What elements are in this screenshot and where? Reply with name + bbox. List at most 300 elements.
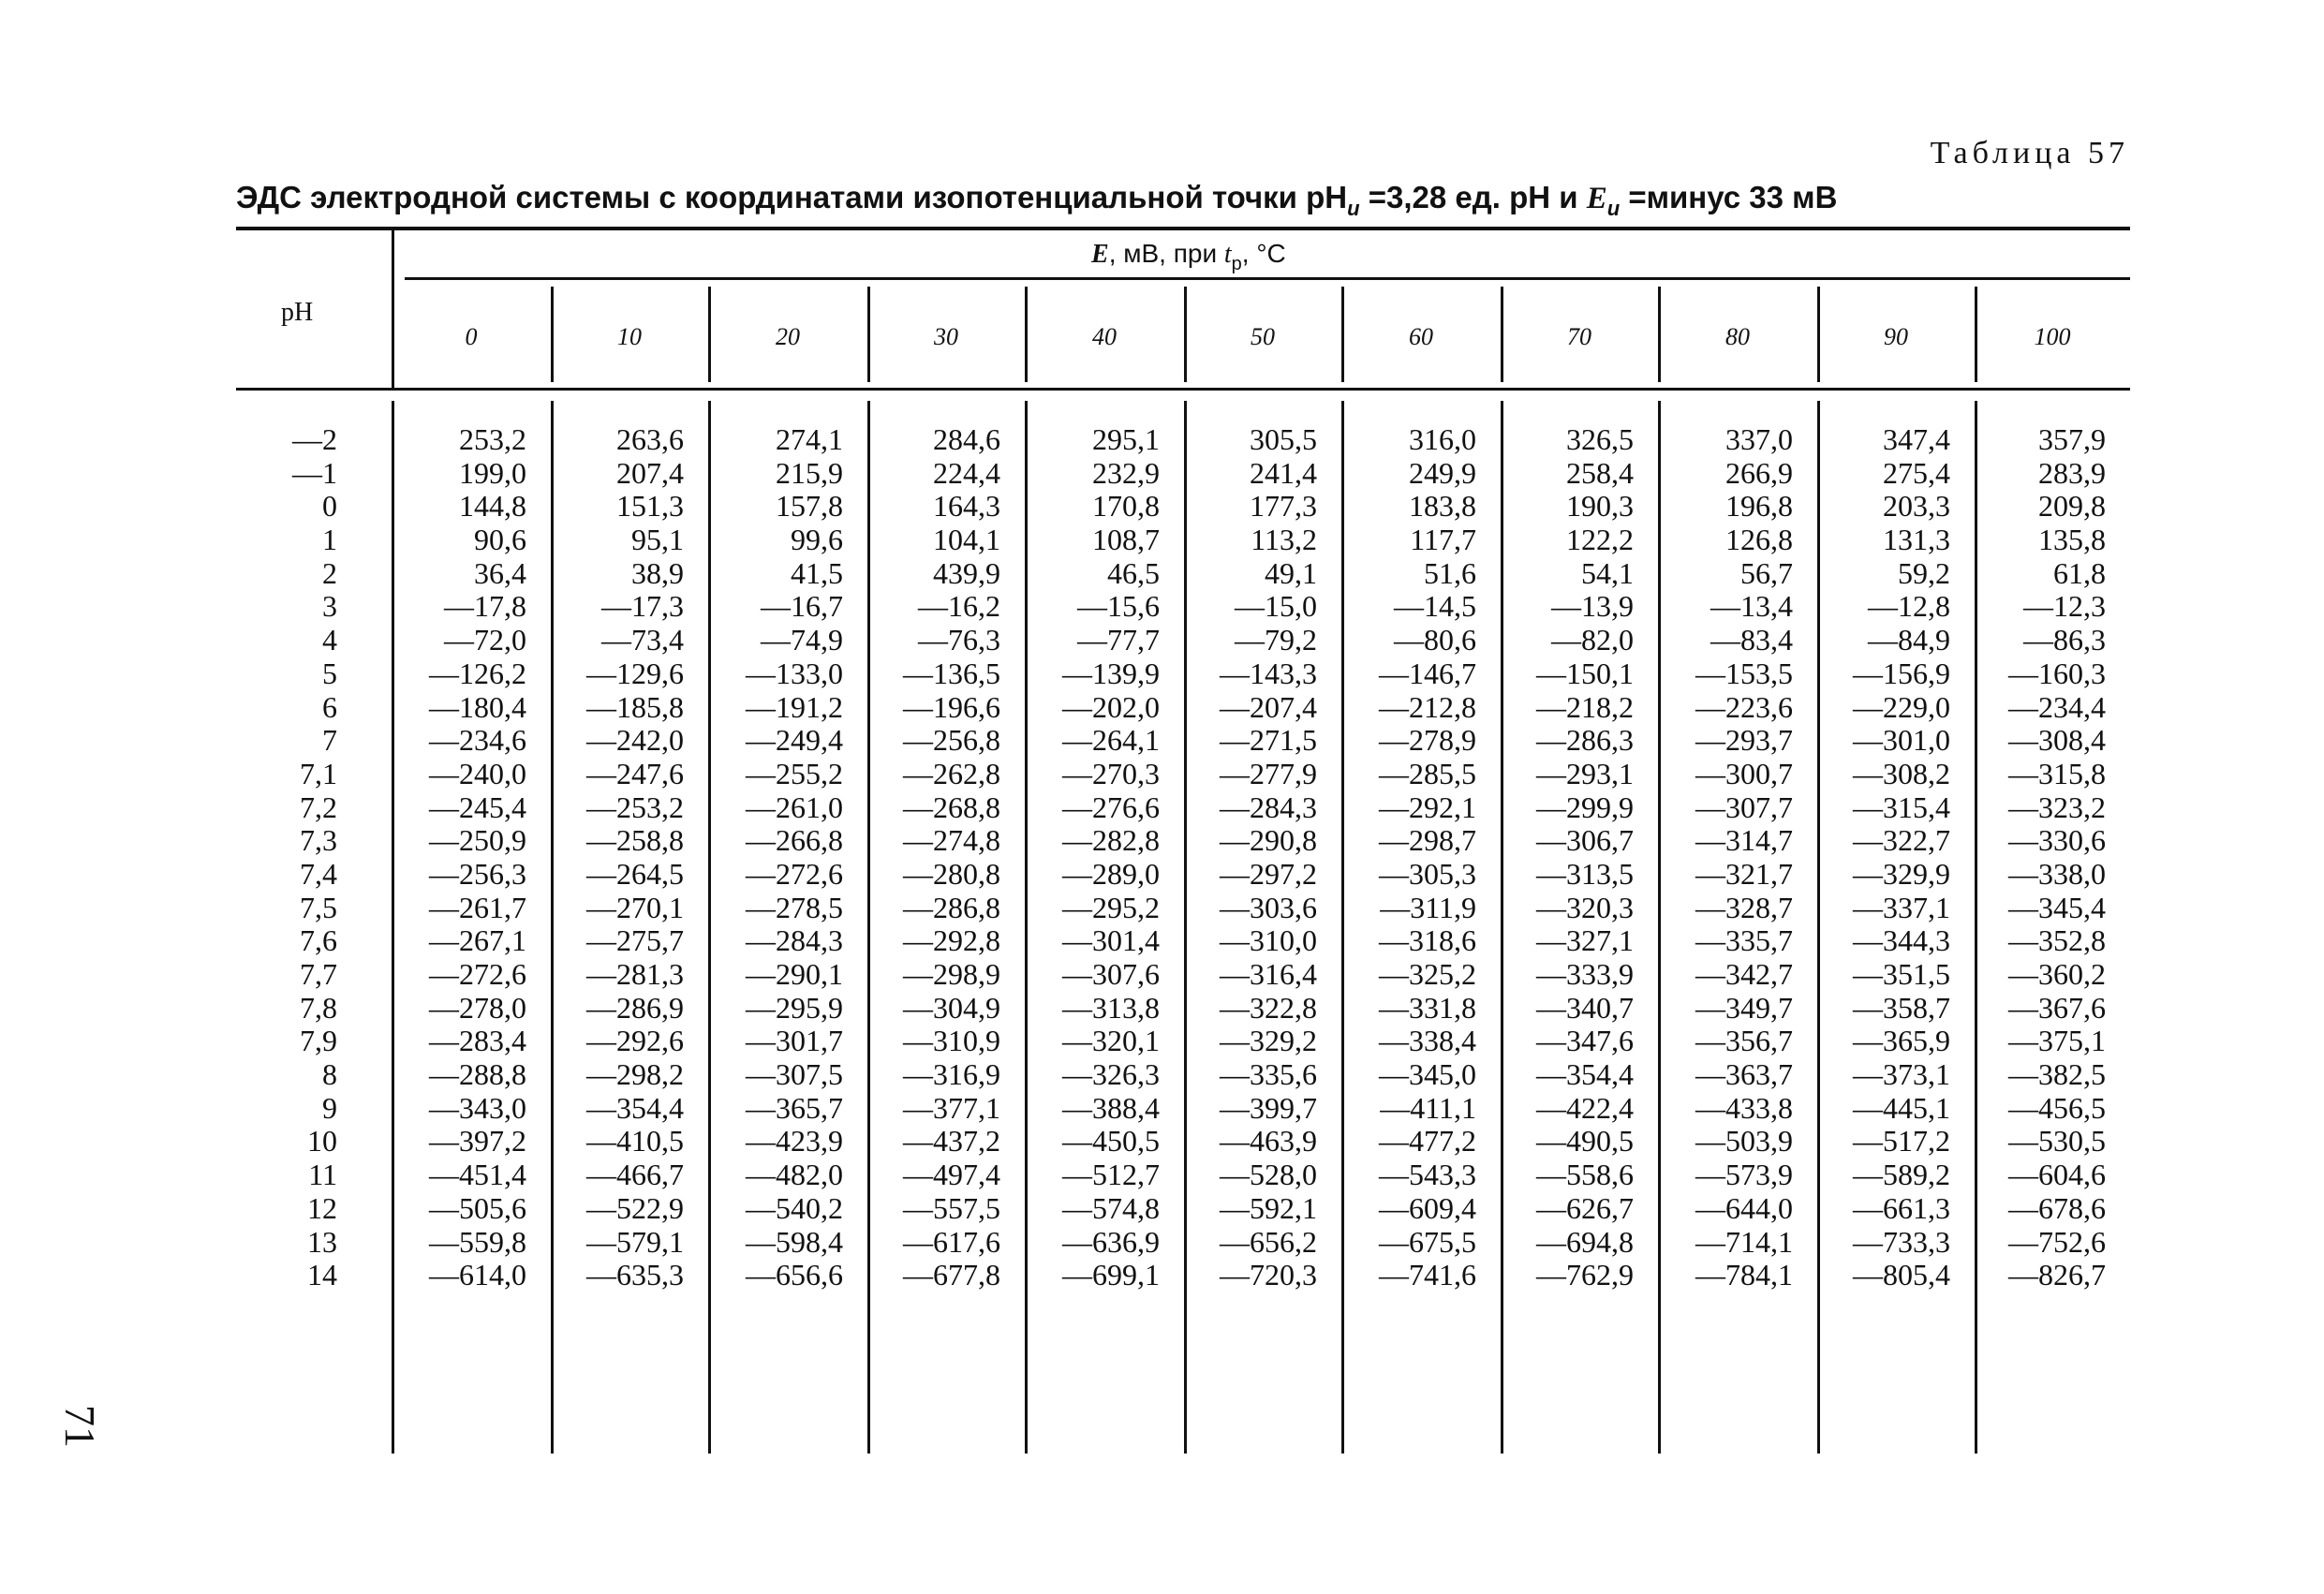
table-cell: —333,9: [1536, 957, 1634, 991]
table-cell: —308,4: [2008, 723, 2106, 758]
table-cell: —83,4: [1710, 623, 1793, 657]
table-cell: 144,8: [459, 489, 526, 524]
table-cell: —517,2: [1853, 1124, 1950, 1159]
unit-t-symbol: t: [1223, 240, 1232, 269]
table-cell: 183,8: [1409, 489, 1476, 524]
ph-value: 6: [322, 689, 337, 724]
ph-value: 7: [322, 723, 337, 758]
unit-header: [1091, 239, 1286, 275]
table-cell: —330,6: [2008, 823, 2106, 858]
page-number: 71: [56, 1405, 104, 1448]
table-cell: —266,8: [746, 823, 843, 858]
table-cell: —299,9: [1536, 790, 1634, 824]
table-cell: —126,2: [429, 656, 526, 690]
data-column: [1817, 423, 1950, 1292]
table-cell: —482,0: [746, 1158, 843, 1192]
table-cell: —310,0: [1220, 923, 1317, 958]
table-cell: —354,4: [1536, 1057, 1634, 1092]
table-cell: —733,3: [1853, 1224, 1950, 1259]
table-cell: —522,9: [586, 1190, 684, 1225]
table-cell: 99,6: [791, 523, 843, 557]
table-cell: —678,6: [2008, 1190, 2106, 1225]
table-cell: —540,2: [746, 1190, 843, 1225]
table-cell: —229,0: [1853, 689, 1950, 724]
table-cell: —276,6: [1062, 790, 1160, 824]
table-cell: —270,3: [1062, 756, 1160, 790]
table-cell: —423,9: [746, 1124, 843, 1159]
table-cell: —741,6: [1379, 1258, 1476, 1292]
ph-value: 2: [322, 555, 337, 590]
table-cell: —286,3: [1536, 723, 1634, 758]
table-number: Таблица 57: [1930, 136, 2129, 170]
table-cell: 90,6: [474, 523, 526, 557]
table-cell: —558,6: [1536, 1158, 1634, 1192]
table-cell: 439,9: [933, 555, 1000, 590]
table-cell: —805,4: [1853, 1258, 1950, 1292]
table-cell: —180,4: [429, 689, 526, 724]
ph-value: 7,4: [300, 856, 337, 891]
table-cell: —327,1: [1536, 923, 1634, 958]
table-cell: —143,3: [1220, 656, 1317, 690]
ph-value: 1: [322, 523, 337, 557]
table-cell: —635,3: [586, 1258, 684, 1292]
table-cell: 266,9: [1725, 455, 1793, 490]
table-cell: 263,6: [616, 422, 684, 456]
table-cell: —234,6: [429, 723, 526, 758]
table-cell: 337,0: [1725, 422, 1793, 456]
unit-t-sub: р: [1231, 254, 1242, 274]
table-cell: —12,8: [1868, 589, 1950, 624]
table-cell: —150,1: [1536, 656, 1634, 690]
table-cell: —410,5: [586, 1124, 684, 1159]
table-cell: —275,7: [586, 923, 684, 958]
table-cell: —304,9: [903, 990, 1000, 1025]
table-cell: 108,7: [1092, 523, 1160, 557]
table-cell: —15,0: [1235, 589, 1317, 624]
table-cell: —388,4: [1062, 1090, 1160, 1125]
table-cell: —322,8: [1220, 990, 1317, 1025]
ph-value: 4: [322, 623, 337, 657]
table-cell: —307,6: [1062, 957, 1160, 991]
table-cell: —609,4: [1379, 1190, 1476, 1225]
table-cell: 305,5: [1250, 422, 1317, 456]
data-column: [1184, 423, 1317, 1292]
table-cell: —256,8: [903, 723, 1000, 758]
table-cell: —223,6: [1695, 689, 1793, 724]
table-cell: —13,4: [1710, 589, 1793, 624]
data-column: [1658, 423, 1793, 1292]
table-cell: —256,3: [429, 856, 526, 891]
table-cell: —598,4: [746, 1224, 843, 1259]
table-cell: —136,5: [903, 656, 1000, 690]
table-cell: —17,3: [601, 589, 684, 624]
table-cell: —290,8: [1220, 823, 1317, 858]
table-cell: —278,5: [746, 890, 843, 924]
table-cell: —72,0: [444, 623, 526, 657]
table-cell: 347,4: [1883, 422, 1950, 456]
table-cell: —315,8: [2008, 756, 2106, 790]
table-cell: —335,6: [1220, 1057, 1317, 1092]
table-cell: 232,9: [1092, 455, 1160, 490]
table-cell: —340,7: [1536, 990, 1634, 1025]
table-cell: —286,9: [586, 990, 684, 1025]
table-cell: —338,4: [1379, 1024, 1476, 1058]
table-cell: —185,8: [586, 689, 684, 724]
table-cell: —579,1: [586, 1224, 684, 1259]
table-cell: —367,6: [2008, 990, 2106, 1025]
table-cell: —365,7: [746, 1090, 843, 1125]
table-cell: —342,7: [1695, 957, 1793, 991]
ph-value: 7,1: [300, 756, 337, 790]
table-cell: —318,6: [1379, 923, 1476, 958]
table-cell: —297,2: [1220, 856, 1317, 891]
table-cell: —202,0: [1062, 689, 1160, 724]
table-cell: —677,8: [903, 1258, 1000, 1292]
temperature-header: 30: [934, 323, 958, 350]
table-cell: —286,8: [903, 890, 1000, 924]
table-cell: —451,4: [429, 1158, 526, 1192]
ph-value: 14: [307, 1258, 337, 1292]
table-cell: —699,1: [1062, 1258, 1160, 1292]
table-cell: —617,6: [903, 1224, 1000, 1259]
table-cell: —363,7: [1695, 1057, 1793, 1092]
table-cell: 59,2: [1898, 555, 1950, 590]
table-cell: —16,7: [761, 589, 843, 624]
unit-e-symbol: E: [1091, 240, 1109, 269]
data-column: [551, 423, 684, 1292]
table-cell: —373,1: [1853, 1057, 1950, 1092]
table-cell: —262,8: [903, 756, 1000, 790]
ph-header: pH: [281, 298, 314, 327]
table-cell: —207,4: [1220, 689, 1317, 724]
table-cell: —714,1: [1695, 1224, 1793, 1259]
table-cell: —320,3: [1536, 890, 1634, 924]
table-cell: —82,0: [1551, 623, 1634, 657]
table-cell: —315,4: [1853, 790, 1950, 824]
table-cell: —338,0: [2008, 856, 2106, 891]
table-cell: 224,4: [933, 455, 1000, 490]
unit-tail: , °С: [1241, 239, 1286, 268]
table-cell: —288,8: [429, 1057, 526, 1092]
table-cell: 241,4: [1250, 455, 1317, 490]
table-cell: —308,2: [1853, 756, 1950, 790]
temperature-header: 40: [1092, 323, 1117, 350]
table-cell: —344,3: [1853, 923, 1950, 958]
ph-value: —1: [292, 455, 337, 490]
table-cell: 61,8: [2053, 555, 2106, 590]
table-cell: —250,9: [429, 823, 526, 858]
table-cell: —12,3: [2023, 589, 2106, 624]
ph-value: 11: [308, 1158, 337, 1192]
ph-value: 7,5: [300, 890, 337, 924]
data-column: [1025, 423, 1160, 1292]
table-cell: —477,2: [1379, 1124, 1476, 1159]
table-cell: —614,0: [429, 1258, 526, 1292]
table-cell: —311,9: [1380, 890, 1476, 924]
table-cell: —337,1: [1853, 890, 1950, 924]
table-cell: 196,8: [1725, 489, 1793, 524]
table-cell: —17,8: [444, 589, 526, 624]
table-caption: [236, 180, 1837, 221]
unit-mid: , мВ, при: [1108, 239, 1218, 268]
table-cell: —278,0: [429, 990, 526, 1025]
ph-value: 7,6: [300, 923, 337, 958]
temperature-header: 100: [2034, 323, 2071, 350]
table-cell: —293,7: [1695, 723, 1793, 758]
table-cell: —301,7: [746, 1024, 843, 1058]
table-cell: —503,9: [1695, 1124, 1793, 1159]
table-cell: —264,1: [1062, 723, 1160, 758]
ph-column: [262, 423, 337, 1292]
table-cell: —289,0: [1062, 856, 1160, 891]
table-cell: 295,1: [1092, 422, 1160, 456]
table-cell: —626,7: [1536, 1190, 1634, 1225]
table-cell: 104,1: [933, 523, 1000, 557]
table-cell: —79,2: [1235, 623, 1317, 657]
table-cell: 117,7: [1410, 523, 1476, 557]
table-cell: —74,9: [761, 623, 843, 657]
table-cell: —466,7: [586, 1158, 684, 1192]
table-cell: 258,4: [1566, 455, 1634, 490]
table-cell: —422,4: [1536, 1090, 1634, 1125]
table-cell: 51,6: [1424, 555, 1476, 590]
table-cell: —512,7: [1062, 1158, 1160, 1192]
table-cell: —661,3: [1853, 1190, 1950, 1225]
table-cell: —345,4: [2008, 890, 2106, 924]
table-cell: —196,6: [903, 689, 1000, 724]
table-cell: —589,2: [1853, 1158, 1950, 1192]
table-cell: —313,5: [1536, 856, 1634, 891]
caption-sub-i-2: и: [1606, 197, 1621, 220]
table-cell: —298,2: [586, 1057, 684, 1092]
caption-sub-i: и: [1347, 197, 1360, 220]
temperature-header: 60: [1409, 323, 1433, 350]
table-cell: —310,9: [903, 1024, 1000, 1058]
table-cell: —271,5: [1220, 723, 1317, 758]
ph-value: 12: [307, 1190, 337, 1225]
table-cell: —528,0: [1220, 1158, 1317, 1192]
table-cell: —234,4: [2008, 689, 2106, 724]
ph-value: 7,3: [300, 823, 337, 858]
ph-value: 9: [322, 1090, 337, 1125]
caption-lead: ЭДС электродной системы с координатами изопотенциальной точки pH: [236, 180, 1348, 214]
table-cell: —345,0: [1379, 1057, 1476, 1092]
table-cell: —356,7: [1695, 1024, 1793, 1058]
temperature-header: 10: [617, 323, 642, 350]
ph-value: 7,9: [300, 1024, 337, 1058]
table-cell: —644,0: [1695, 1190, 1793, 1225]
table-cell: —240,0: [429, 756, 526, 790]
table-cell: 199,0: [459, 455, 526, 490]
table-cell: —656,2: [1220, 1224, 1317, 1259]
table-cell: 215,9: [776, 455, 843, 490]
table-cell: —285,5: [1379, 756, 1476, 790]
table-cell: 54,1: [1581, 555, 1634, 590]
table-cell: 131,3: [1883, 523, 1950, 557]
table-cell: —305,3: [1379, 856, 1476, 891]
table-cell: —300,7: [1695, 756, 1793, 790]
table-cell: —280,8: [903, 856, 1000, 891]
data-column: [1975, 423, 2106, 1292]
top-rule: [236, 227, 2130, 230]
table-cell: 316,0: [1409, 422, 1476, 456]
table-cell: —293,1: [1536, 756, 1634, 790]
table-cell: —321,7: [1695, 856, 1793, 891]
table-cell: —218,2: [1536, 689, 1634, 724]
data-column: [392, 423, 526, 1292]
table-cell: —146,7: [1379, 656, 1476, 690]
table-cell: 249,9: [1409, 455, 1476, 490]
table-cell: —15,6: [1077, 589, 1160, 624]
table-cell: —456,5: [2008, 1090, 2106, 1125]
table-cell: —543,3: [1379, 1158, 1476, 1192]
table-cell: —762,9: [1536, 1258, 1634, 1292]
ph-value: 5: [322, 656, 337, 690]
table-cell: 151,3: [616, 489, 684, 524]
table-cell: —292,8: [903, 923, 1000, 958]
table-cell: —437,2: [903, 1124, 1000, 1159]
caption-ph-value: =3,28 ед. pH и: [1368, 180, 1578, 214]
table-cell: 164,3: [933, 489, 1000, 524]
table-cell: —360,2: [2008, 957, 2106, 991]
table-cell: —261,7: [429, 890, 526, 924]
caption-e-symbol: E: [1586, 182, 1607, 215]
table-cell: —331,8: [1379, 990, 1476, 1025]
table-cell: —574,8: [1062, 1190, 1160, 1225]
table-cell: —277,9: [1220, 756, 1317, 790]
table-cell: —445,1: [1853, 1090, 1950, 1125]
table-cell: —86,3: [2023, 623, 2106, 657]
table-cell: —295,9: [746, 990, 843, 1025]
table-cell: 46,5: [1107, 555, 1160, 590]
table-cell: —335,7: [1695, 923, 1793, 958]
table-cell: —752,6: [2008, 1224, 2106, 1259]
table-cell: —292,6: [586, 1024, 684, 1058]
table-cell: 170,8: [1092, 489, 1160, 524]
table-cell: —255,2: [746, 756, 843, 790]
table-cell: —290,1: [746, 957, 843, 991]
table-cell: 126,8: [1725, 523, 1793, 557]
table-cell: 122,2: [1566, 523, 1634, 557]
table-cell: —212,8: [1379, 689, 1476, 724]
table-cell: 326,5: [1566, 422, 1634, 456]
table-cell: 207,4: [616, 455, 684, 490]
table-cell: —245,4: [429, 790, 526, 824]
table-cell: —433,8: [1695, 1090, 1793, 1125]
table-cell: —328,7: [1695, 890, 1793, 924]
table-cell: —191,2: [746, 689, 843, 724]
table-cell: —358,7: [1853, 990, 1950, 1025]
table-cell: —14,5: [1394, 589, 1476, 624]
table-cell: —274,8: [903, 823, 1000, 858]
table-cell: —307,5: [746, 1057, 843, 1092]
table-cell: —559,8: [429, 1224, 526, 1259]
table-cell: —272,6: [746, 856, 843, 891]
data-column: [708, 423, 843, 1292]
temperature-header: 0: [465, 323, 478, 350]
ph-value: 7,7: [300, 957, 337, 991]
table-cell: 38,9: [631, 555, 684, 590]
table-cell: —349,7: [1695, 990, 1793, 1025]
table-cell: —784,1: [1695, 1258, 1793, 1292]
table-cell: 41,5: [791, 555, 843, 590]
table-cell: —354,4: [586, 1090, 684, 1125]
table-cell: —73,4: [601, 623, 684, 657]
table-cell: —463,9: [1220, 1124, 1317, 1159]
table-cell: —270,1: [586, 890, 684, 924]
table-cell: 274,1: [776, 422, 843, 456]
table-cell: —675,5: [1379, 1224, 1476, 1259]
table-cell: —268,8: [903, 790, 1000, 824]
table-cell: —375,1: [2008, 1024, 2106, 1058]
table-cell: —316,4: [1220, 957, 1317, 991]
table-cell: 157,8: [776, 489, 843, 524]
table-cell: —497,4: [903, 1158, 1000, 1192]
table-cell: —249,4: [746, 723, 843, 758]
table-cell: —313,8: [1062, 990, 1160, 1025]
table-cell: —397,2: [429, 1124, 526, 1159]
table-cell: —320,1: [1062, 1024, 1160, 1058]
ph-value: 10: [307, 1124, 337, 1159]
table-cell: —329,2: [1220, 1024, 1317, 1058]
table-cell: —267,1: [429, 923, 526, 958]
temperature-header: 90: [1884, 323, 1908, 350]
table-cell: 113,2: [1251, 523, 1317, 557]
table-cell: —261,0: [746, 790, 843, 824]
table-cell: 36,4: [474, 555, 526, 590]
table-cell: —77,7: [1077, 623, 1160, 657]
table-cell: 203,3: [1883, 489, 1950, 524]
table-cell: —592,1: [1220, 1190, 1317, 1225]
table-cell: —247,6: [586, 756, 684, 790]
table-cell: —656,6: [746, 1258, 843, 1292]
table-cell: —694,8: [1536, 1224, 1634, 1259]
data-column: [867, 423, 1000, 1292]
column-divider-header: [392, 230, 394, 388]
table-cell: —292,1: [1379, 790, 1476, 824]
table-cell: 49,1: [1265, 555, 1317, 590]
table-cell: —253,2: [586, 790, 684, 824]
table-cell: —160,3: [2008, 656, 2106, 690]
temperature-header: 50: [1251, 323, 1275, 350]
table-cell: —377,1: [903, 1090, 1000, 1125]
table-cell: —399,7: [1220, 1090, 1317, 1125]
table-cell: —573,9: [1695, 1158, 1793, 1192]
table-cell: —604,6: [2008, 1158, 2106, 1192]
table-cell: —365,9: [1853, 1024, 1950, 1058]
ph-value: 8: [322, 1057, 337, 1092]
table-cell: —133,0: [746, 656, 843, 690]
table-cell: —258,8: [586, 823, 684, 858]
table-cell: —284,3: [1220, 790, 1317, 824]
header-bottom-rule: [236, 388, 2130, 391]
table-cell: 95,1: [631, 523, 684, 557]
table-cell: 253,2: [459, 422, 526, 456]
table-cell: —264,5: [586, 856, 684, 891]
table-cell: 357,9: [2038, 422, 2106, 456]
table-cell: —347,6: [1536, 1024, 1634, 1058]
table-cell: —352,8: [2008, 923, 2106, 958]
table-cell: —530,5: [2008, 1124, 2106, 1159]
table-cell: 190,3: [1566, 489, 1634, 524]
ph-value: 13: [307, 1224, 337, 1259]
table-cell: —351,5: [1853, 957, 1950, 991]
table-cell: 177,3: [1250, 489, 1317, 524]
temperature-header: 20: [776, 323, 800, 350]
table-cell: —281,3: [586, 957, 684, 991]
table-cell: —282,8: [1062, 823, 1160, 858]
data-column: [1501, 423, 1634, 1292]
